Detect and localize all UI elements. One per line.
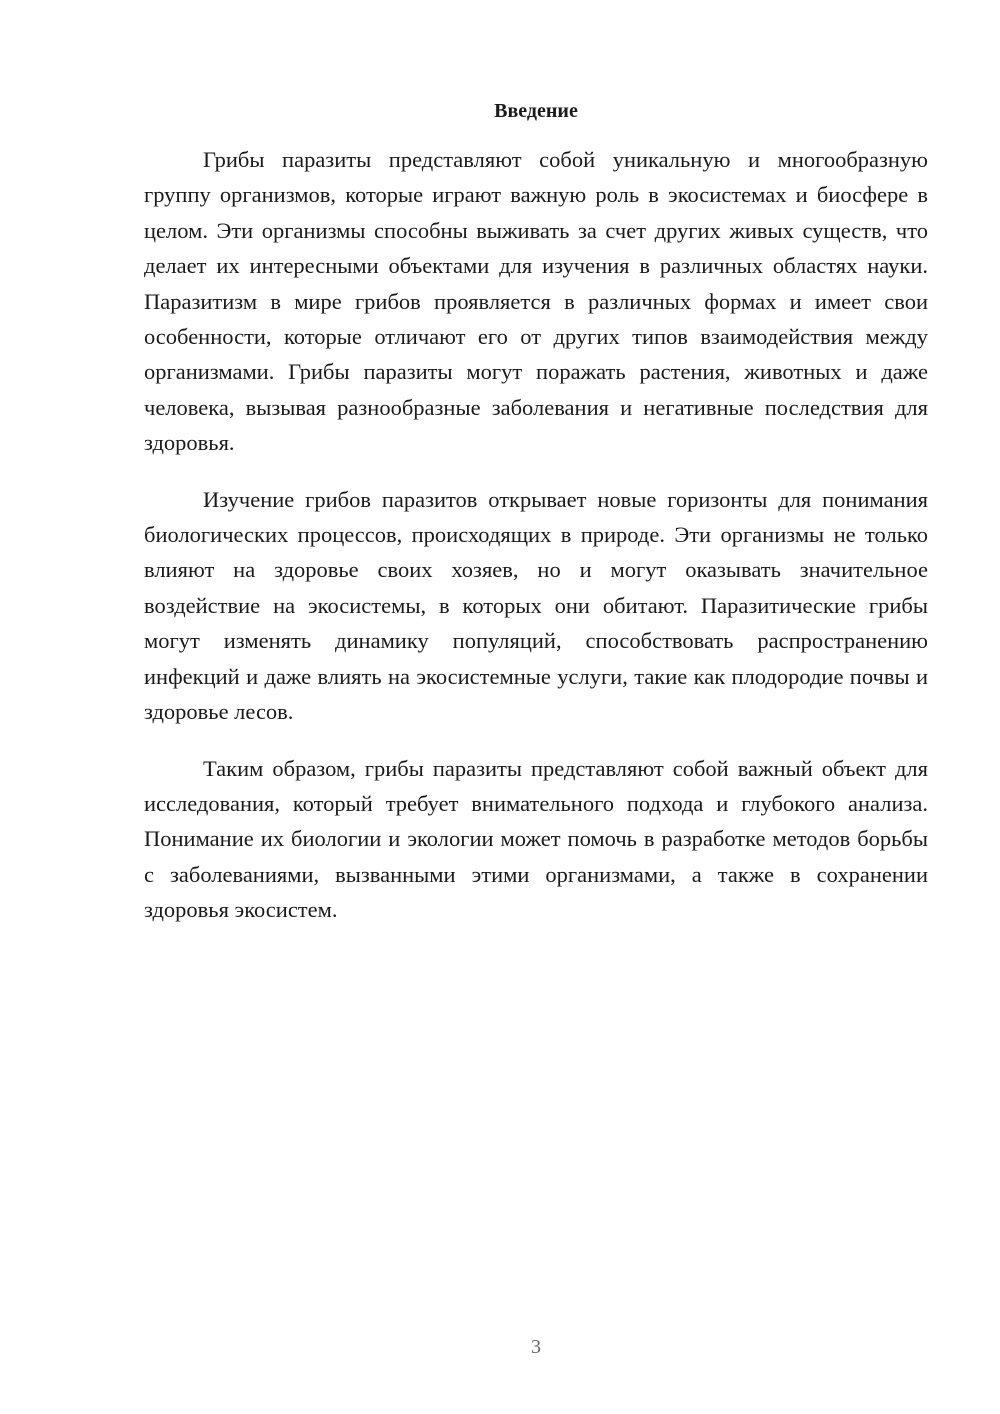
- paragraph-1: Грибы паразиты представляют собой уникальную и многообразную группу организмов, которые играют важную роль в экосистемах и биосфере в целом. Эти организмы способны выживать за счет других живых существ, что делает их интересными объектами для изучения в различных областях науки. Паразитизм в мире грибов проявляется в различных формах и имеет свои особенности, которые отличают его от других типов взаимодействия между организмами. Грибы паразиты могут поражать растения, животных и даже человека, вызывая разнообразные заболевания и негативные последствия для здоровья.: [144, 147, 928, 456]
- paragraph-3: Таким образом, грибы паразиты представляют собой важный объект для исследования, который требует внимательного подхода и глубокого анализа. Понимание их биологии и экологии может помочь в разработке методов борьбы с заболеваниями, вызванными этими организмами, а также в сохранении здоровья экосистем.: [144, 755, 928, 923]
- body-text: [144, 142, 928, 928]
- page-number: 3: [531, 1336, 541, 1358]
- section-heading: Введение: [494, 100, 578, 122]
- paragraph-2: Изучение грибов паразитов открывает новые горизонты для понимания биологических процессов, происходящих в природе. Эти организмы не только влияют на здоровье своих хозяев, но и могут оказывать значительное воздействие на экосистемы, в которых они обитают. Паразитические грибы могут изменять динамику популяций, способствовать распространению инфекций и даже влиять на экосистемные услуги, такие как плодородие почвы и здоровье лесов.: [144, 486, 928, 725]
